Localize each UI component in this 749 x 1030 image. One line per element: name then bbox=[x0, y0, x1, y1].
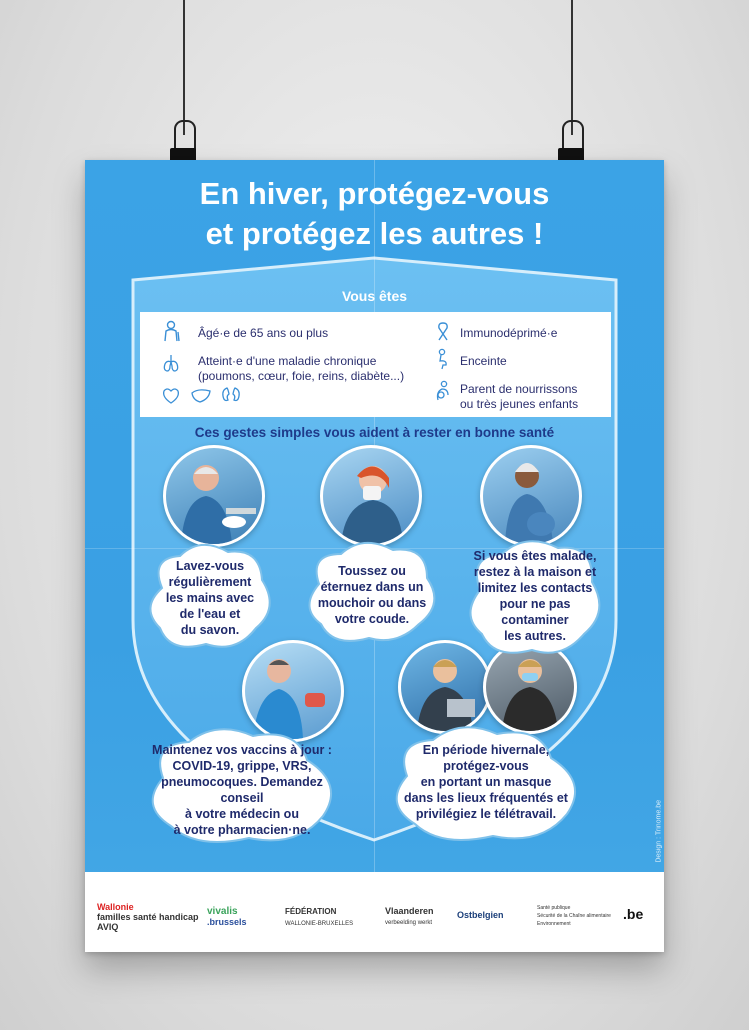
vous-etes-heading: Vous êtes bbox=[341, 288, 408, 304]
logo-vivalis: vivalis .brussels bbox=[207, 906, 247, 927]
logo-sante-publique: Santé publique Sécurité de la Chaîne alimentaire Environnement bbox=[537, 905, 611, 927]
vous-item-immuno: Immunodéprimé·e bbox=[460, 326, 558, 340]
hanging-wire-left bbox=[183, 0, 185, 135]
logo-aviq: Wallonie familles santé handicap AVIQ bbox=[97, 902, 199, 932]
hanging-wire-right bbox=[571, 0, 573, 135]
vous-item-enceinte: Enceinte bbox=[460, 354, 507, 368]
geste-text-handwashing: Lavez-vous régulièrement les mains avec de l'eau et du savon. bbox=[165, 559, 255, 637]
geste-text-sneezing: Toussez ou éternuez dans un mouchoir ou dans votre coude. bbox=[317, 564, 427, 626]
title-line-1: En hiver, protégez-vous bbox=[199, 176, 550, 211]
geste-text-sick: Si vous êtes malade, restez à la maison et limitez les contacts pour ne pas contaminer les autres. bbox=[473, 549, 597, 643]
vous-item-parent-detail: ou très jeunes enfants bbox=[460, 397, 579, 411]
lungs-icon bbox=[160, 352, 182, 374]
logo-ostbelgien: Ostbelgien bbox=[457, 910, 504, 920]
logo-federation-wb: FÉDÉRATION WALLONIE-BRUXELLES bbox=[285, 907, 354, 927]
design-credit: Design : Trinome.be bbox=[656, 800, 663, 863]
pregnant-icon bbox=[432, 348, 454, 370]
logo-vlaanderen: Vlaanderen verbeelding werkt bbox=[385, 906, 434, 926]
logo-be: .be bbox=[623, 906, 644, 922]
geste-text-mask: En période hivernale, protégez-vous en portant un masque dans les lieux fréquentés et privilégiez le télétravail. bbox=[404, 743, 568, 821]
gestes-heading: Ces gestes simples vous aident à rester en bonne santé bbox=[194, 425, 555, 440]
elderly-person-icon bbox=[160, 320, 182, 342]
ribbon-icon bbox=[432, 320, 454, 342]
vous-item-chronic: Atteint·e d'une maladie chronique bbox=[198, 354, 377, 368]
vous-etes-box bbox=[140, 312, 611, 417]
poster bbox=[85, 160, 664, 952]
title-line-2: et protégez les autres ! bbox=[205, 216, 544, 251]
heart-organ-icon bbox=[160, 384, 182, 406]
poster-title bbox=[85, 174, 664, 254]
vous-item-parent: Parent de nourrissons bbox=[460, 382, 578, 396]
liver-icon bbox=[190, 384, 212, 406]
kidneys-icon bbox=[220, 384, 242, 406]
geste-text-vaccine: Maintenez vos vaccins à jour : COVID-19, grippe, VRS, pneumocoques. Demandez conseil à votre médecin ou à votre pharmacien·ne. bbox=[152, 743, 332, 837]
logo-footer bbox=[85, 872, 664, 952]
vous-item-chronic-detail: (poumons, cœur, foie, reins, diabète...) bbox=[198, 369, 405, 383]
vous-item-age: Âgé·e de 65 ans ou plus bbox=[198, 326, 329, 340]
parent-baby-icon bbox=[432, 380, 454, 402]
